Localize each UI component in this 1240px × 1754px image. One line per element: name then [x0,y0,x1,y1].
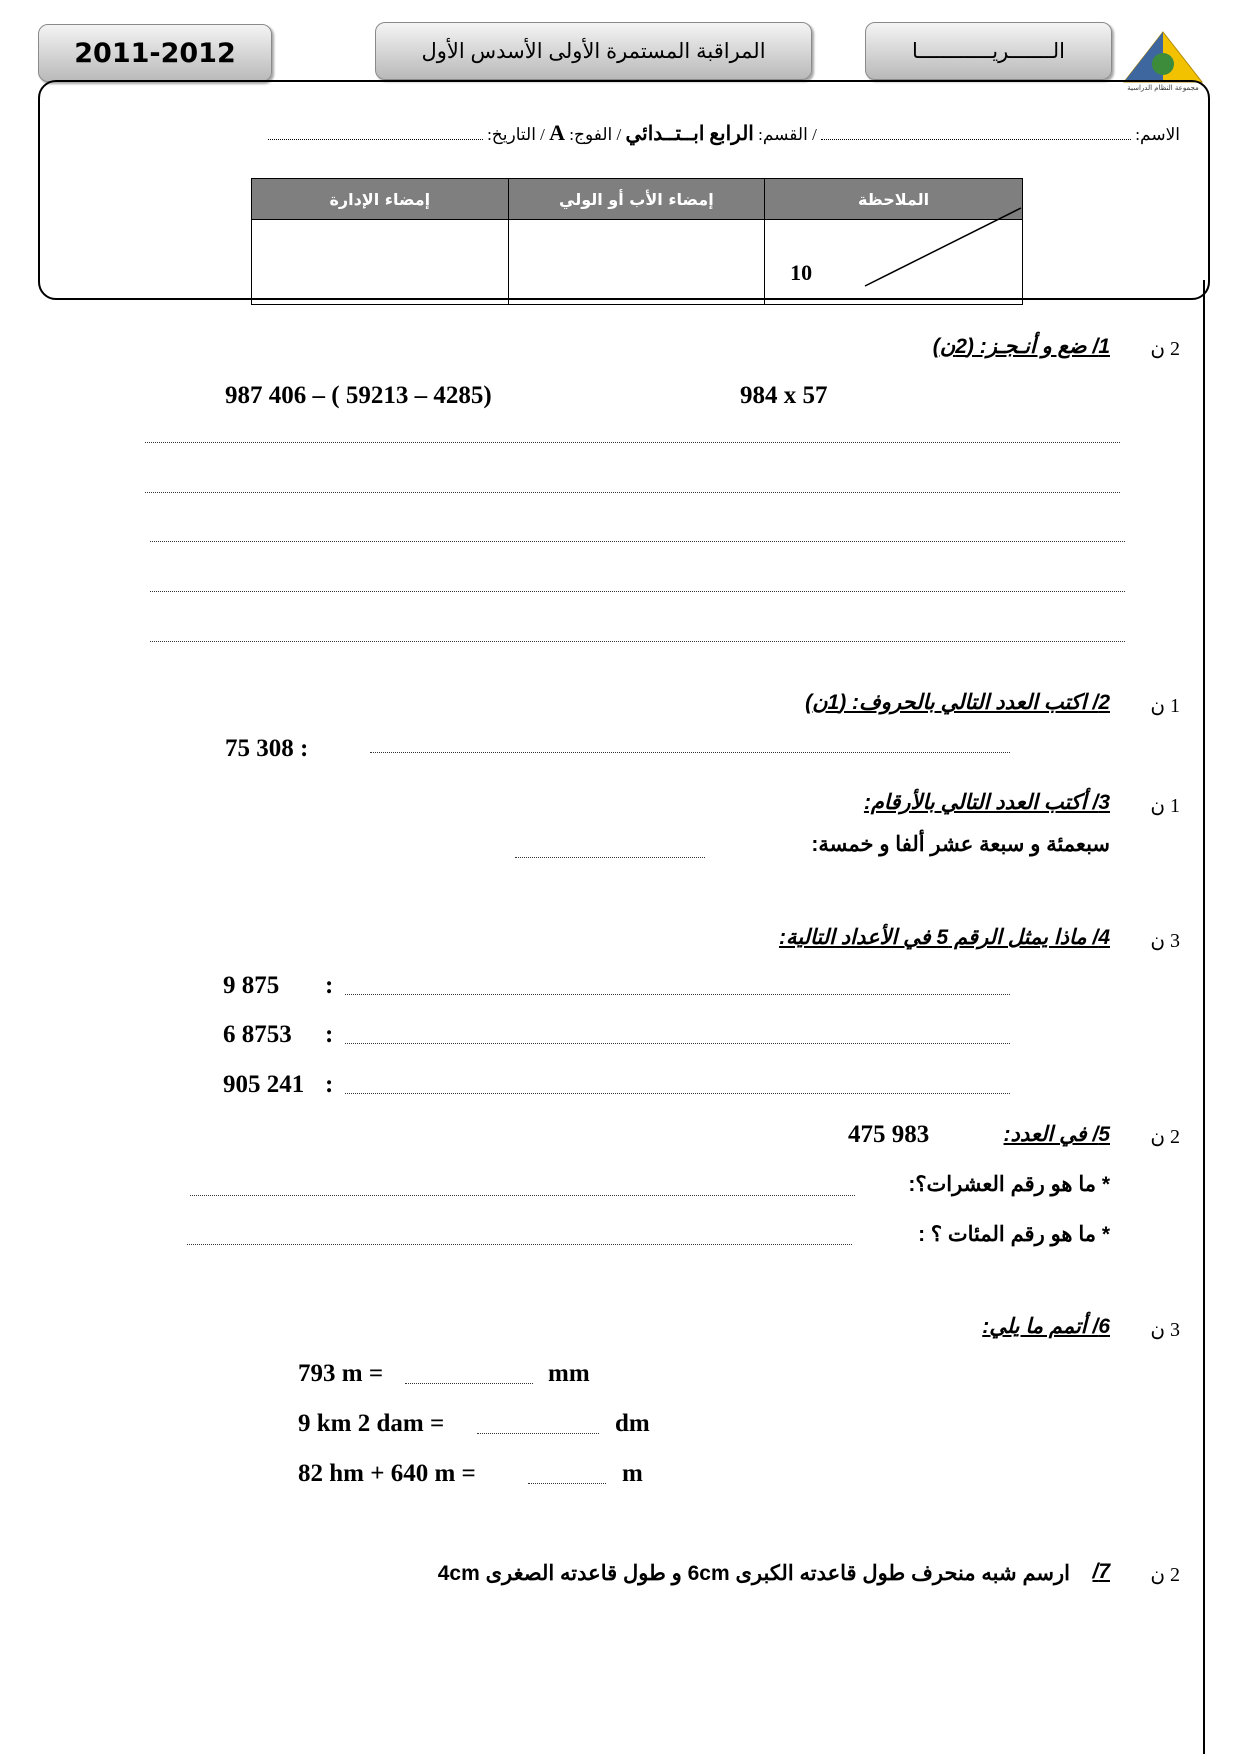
q1-answer-line-5[interactable] [150,641,1125,642]
q1-answer-line-4[interactable] [150,591,1125,592]
school-badge [865,22,1112,80]
q7-title: 7/ [1092,1560,1110,1583]
q5-points: 2 ن [1150,1126,1180,1148]
logo-caption: مجموعة النظام الدراسية [1127,84,1199,92]
group-label: / الفوج: [569,125,622,144]
q6-points: 3 ن [1150,1319,1180,1341]
class-value: الرابع ابــتــدائي [625,123,754,145]
signature-table [251,178,1023,305]
q5-tens-question: * ما هو رقم العشرات؟: [908,1173,1110,1196]
q4-answer-line[interactable] [345,994,1010,995]
q4-points: 3 ن [1150,930,1180,952]
q6-row-unit: mm [548,1360,590,1387]
grade-header: الملاحظة [765,179,1023,220]
q4-item: 9 875 [223,972,280,999]
grade-cell[interactable] [765,220,1023,305]
exam-title: المراقبة المستمرة الأولى الأسدس الأول [421,39,766,63]
q2-answer-line[interactable] [370,752,1010,753]
q7-points: 2 ن [1150,1564,1180,1586]
q4-colon: : [325,972,334,999]
q7-text: ارسم شبه منحرف طول قاعدته الكبرى 6cm و طول قاعدته الصغرى 4cm [437,1562,1070,1585]
student-info-row [150,120,1180,146]
q1-title: 1/ ضع و أنـجـز: (2ن) [932,335,1110,358]
q3-title: 3/ أكتب العدد التالي بالأرقام: [863,791,1110,814]
admin-signature-header: إمضاء الإدارة [252,179,509,220]
q4-colon: : [325,1021,334,1048]
margin-rule [1203,280,1205,1754]
parent-signature-header: إمضاء الأب أو الولي [508,179,765,220]
q3-text: سبعمئة و سبعة عشر ألفا و خمسة: [811,833,1110,856]
date-field[interactable] [268,125,483,140]
q4-item: 6 8753 [223,1021,292,1048]
school-name: الـــــــريــــــــــــا [912,39,1065,63]
name-field[interactable] [821,125,1131,140]
q6-answer-line[interactable] [528,1483,606,1484]
parent-signature-cell[interactable] [508,220,765,305]
year-text: 2011-2012 [74,37,236,69]
q6-title: 6/ أتمم ما يلي: [982,1315,1110,1338]
year-badge [38,24,272,82]
grade-total: 10 [790,260,813,285]
q6-answer-line[interactable] [477,1433,599,1434]
q4-answer-line[interactable] [345,1043,1010,1044]
q1-points: 2 ن [1150,338,1180,360]
q2-number: 75 308 : [225,735,309,762]
q4-answer-line[interactable] [345,1093,1010,1094]
q6-answer-line[interactable] [405,1383,533,1384]
group-value: A [549,120,566,145]
q3-points: 1 ن [1150,795,1180,817]
q5-hundreds-question: * ما هو رقم المئات ؟ : [918,1223,1110,1246]
name-label: الاسم: [1135,125,1180,144]
q6-row-left: 793 m = [298,1360,384,1387]
q6-row-left: 82 hm + 640 m = [298,1460,476,1487]
q6-row-left: 9 km 2 dam = [298,1410,445,1437]
q5-title: 5/ في العدد: [1003,1123,1110,1146]
q5-number: 475 983 [848,1121,930,1148]
q4-colon: : [325,1071,334,1098]
q1-expression-2: 984 x 57 [740,382,828,409]
q6-row-unit: m [622,1460,643,1487]
q2-points: 1 ن [1150,695,1180,717]
q5-tens-answer-line[interactable] [190,1195,855,1196]
q3-answer-line[interactable] [515,857,705,858]
class-label: / القسم: [758,125,817,144]
q1-answer-line-1[interactable] [145,442,1120,443]
exam-title-badge [375,22,812,80]
q6-row-unit: dm [615,1410,650,1437]
q4-title: 4/ ماذا يمثل الرقم 5 في الأعداد التالية: [778,926,1110,949]
q1-answer-line-2[interactable] [145,492,1120,493]
q1-expression-1: 987 406 – ( 59213 – 4285) [225,382,492,409]
admin-signature-cell[interactable] [252,220,509,305]
q5-hundreds-answer-line[interactable] [187,1244,852,1245]
q2-title: 2/ اكتب العدد التالي بالحروف: (1ن) [805,691,1110,714]
q1-answer-line-3[interactable] [150,541,1125,542]
date-label: / التاريخ: [487,125,545,144]
q4-item: 905 241 [223,1071,305,1098]
